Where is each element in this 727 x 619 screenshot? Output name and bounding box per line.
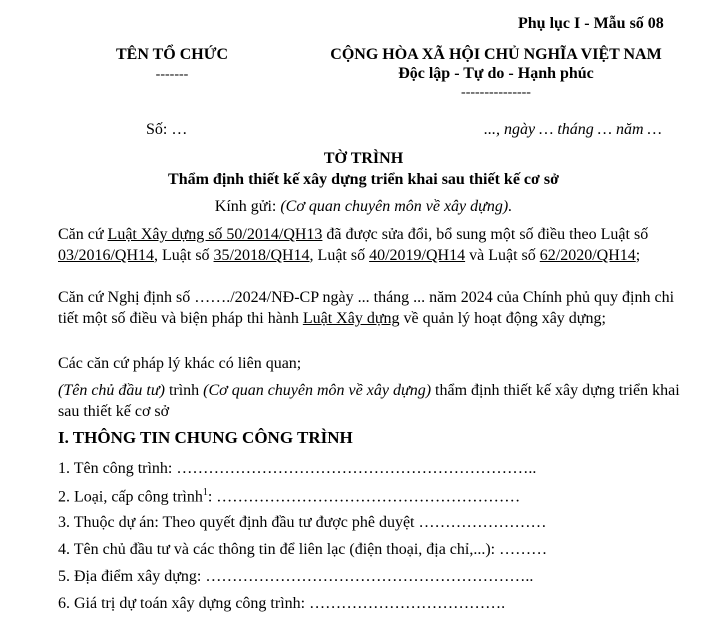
item-text: : ………………………………………………… bbox=[207, 488, 521, 506]
legal-basis-laws bbox=[58, 224, 698, 266]
law-link-2020[interactable]: 62/2020/QH14 bbox=[539, 247, 636, 264]
info-item-estimate: 6. Giá trị dự toán xây dựng công trình: ………………………………. bbox=[58, 595, 506, 612]
info-item-name: 1. Tên công trình: ………………………………………………………….. bbox=[58, 460, 537, 477]
document-subtitle: Thẩm định thiết kế xây dựng triển khai sau thiết kế cơ sở bbox=[168, 171, 559, 188]
recipient-line bbox=[0, 198, 727, 216]
republic-name: CỘNG HÒA XÃ HỘI CHỦ NGHĨA VIỆT NAM bbox=[330, 46, 662, 63]
submission-statement bbox=[58, 380, 698, 422]
national-motto: Độc lập - Tự do - Hạnh phúc bbox=[398, 65, 594, 82]
basis-text: và Luật số bbox=[465, 247, 540, 264]
item-text: 2. Loại, cấp công trình bbox=[58, 488, 203, 506]
info-item-location: 5. Địa điểm xây dựng: …………………………………………………….. bbox=[58, 568, 534, 585]
basis-text: , Luật số bbox=[309, 247, 370, 264]
legal-basis-other: Các căn cứ pháp lý khác có liên quan; bbox=[58, 355, 302, 372]
law-link-2018[interactable]: 35/2018/QH14 bbox=[213, 247, 310, 264]
info-item-type bbox=[58, 487, 520, 506]
legal-basis-decree bbox=[58, 287, 698, 329]
basis-text: Căn cứ Nghị định số ……./2024/NĐ-CP ngày ... tháng ... năm 2024 của Chính phủ quy định chi tiết một số điều và biện pháp thi hành bbox=[58, 289, 675, 327]
info-item-project: 3. Thuộc dự án: Theo quyết định đầu tư được phê duyệt …………………… bbox=[58, 514, 547, 531]
info-item-investor: 4. Tên chủ đầu tư và các thông tin để liên lạc (điện thoại, địa chỉ,...): ……… bbox=[58, 541, 548, 558]
submission-text: thẩm định thiết kế xây dựng triển khai sau thiết kế cơ sở bbox=[58, 382, 680, 420]
appendix-label: Phụ lục I - Mẫu số 08 bbox=[518, 15, 664, 32]
document-date: ..., ngày … tháng … năm … bbox=[484, 121, 662, 138]
law-link-2016[interactable]: 03/2016/QH14 bbox=[58, 247, 154, 264]
law-link-2019[interactable]: 40/2019/QH14 bbox=[369, 247, 466, 264]
basis-text: ; bbox=[635, 247, 641, 264]
law-link-construction[interactable]: Luật Xây dựng bbox=[302, 310, 400, 327]
investor-placeholder: (Tên chủ đầu tư) bbox=[58, 382, 165, 399]
basis-text: , Luật số bbox=[154, 247, 214, 264]
basis-text: về quản lý hoạt động xây dựng; bbox=[399, 310, 606, 327]
document-title: TỜ TRÌNH bbox=[323, 150, 404, 167]
agency-placeholder: (Cơ quan chuyên môn về xây dựng) bbox=[203, 382, 432, 399]
submission-text: trình bbox=[164, 382, 204, 399]
document-number: Số: … bbox=[146, 121, 188, 138]
basis-text: Căn cứ bbox=[58, 226, 108, 243]
law-link-construction[interactable]: Luật Xây dựng số 50/2014/QH13 bbox=[107, 226, 323, 243]
recipient-value: (Cơ quan chuyên môn về xây dựng). bbox=[280, 198, 513, 215]
section-heading: I. THÔNG TIN CHUNG CÔNG TRÌNH bbox=[58, 428, 353, 447]
recipient-label: Kính gửi: bbox=[214, 198, 281, 215]
basis-text: đã được sửa đổi, bổ sung một số điều theo Luật số bbox=[322, 226, 649, 243]
footnote-marker: 1 bbox=[202, 487, 208, 498]
organization-divider: ------- bbox=[155, 67, 189, 82]
motto-divider: --------------- bbox=[461, 85, 531, 100]
organization-name: TÊN TỔ CHỨC bbox=[115, 46, 228, 63]
